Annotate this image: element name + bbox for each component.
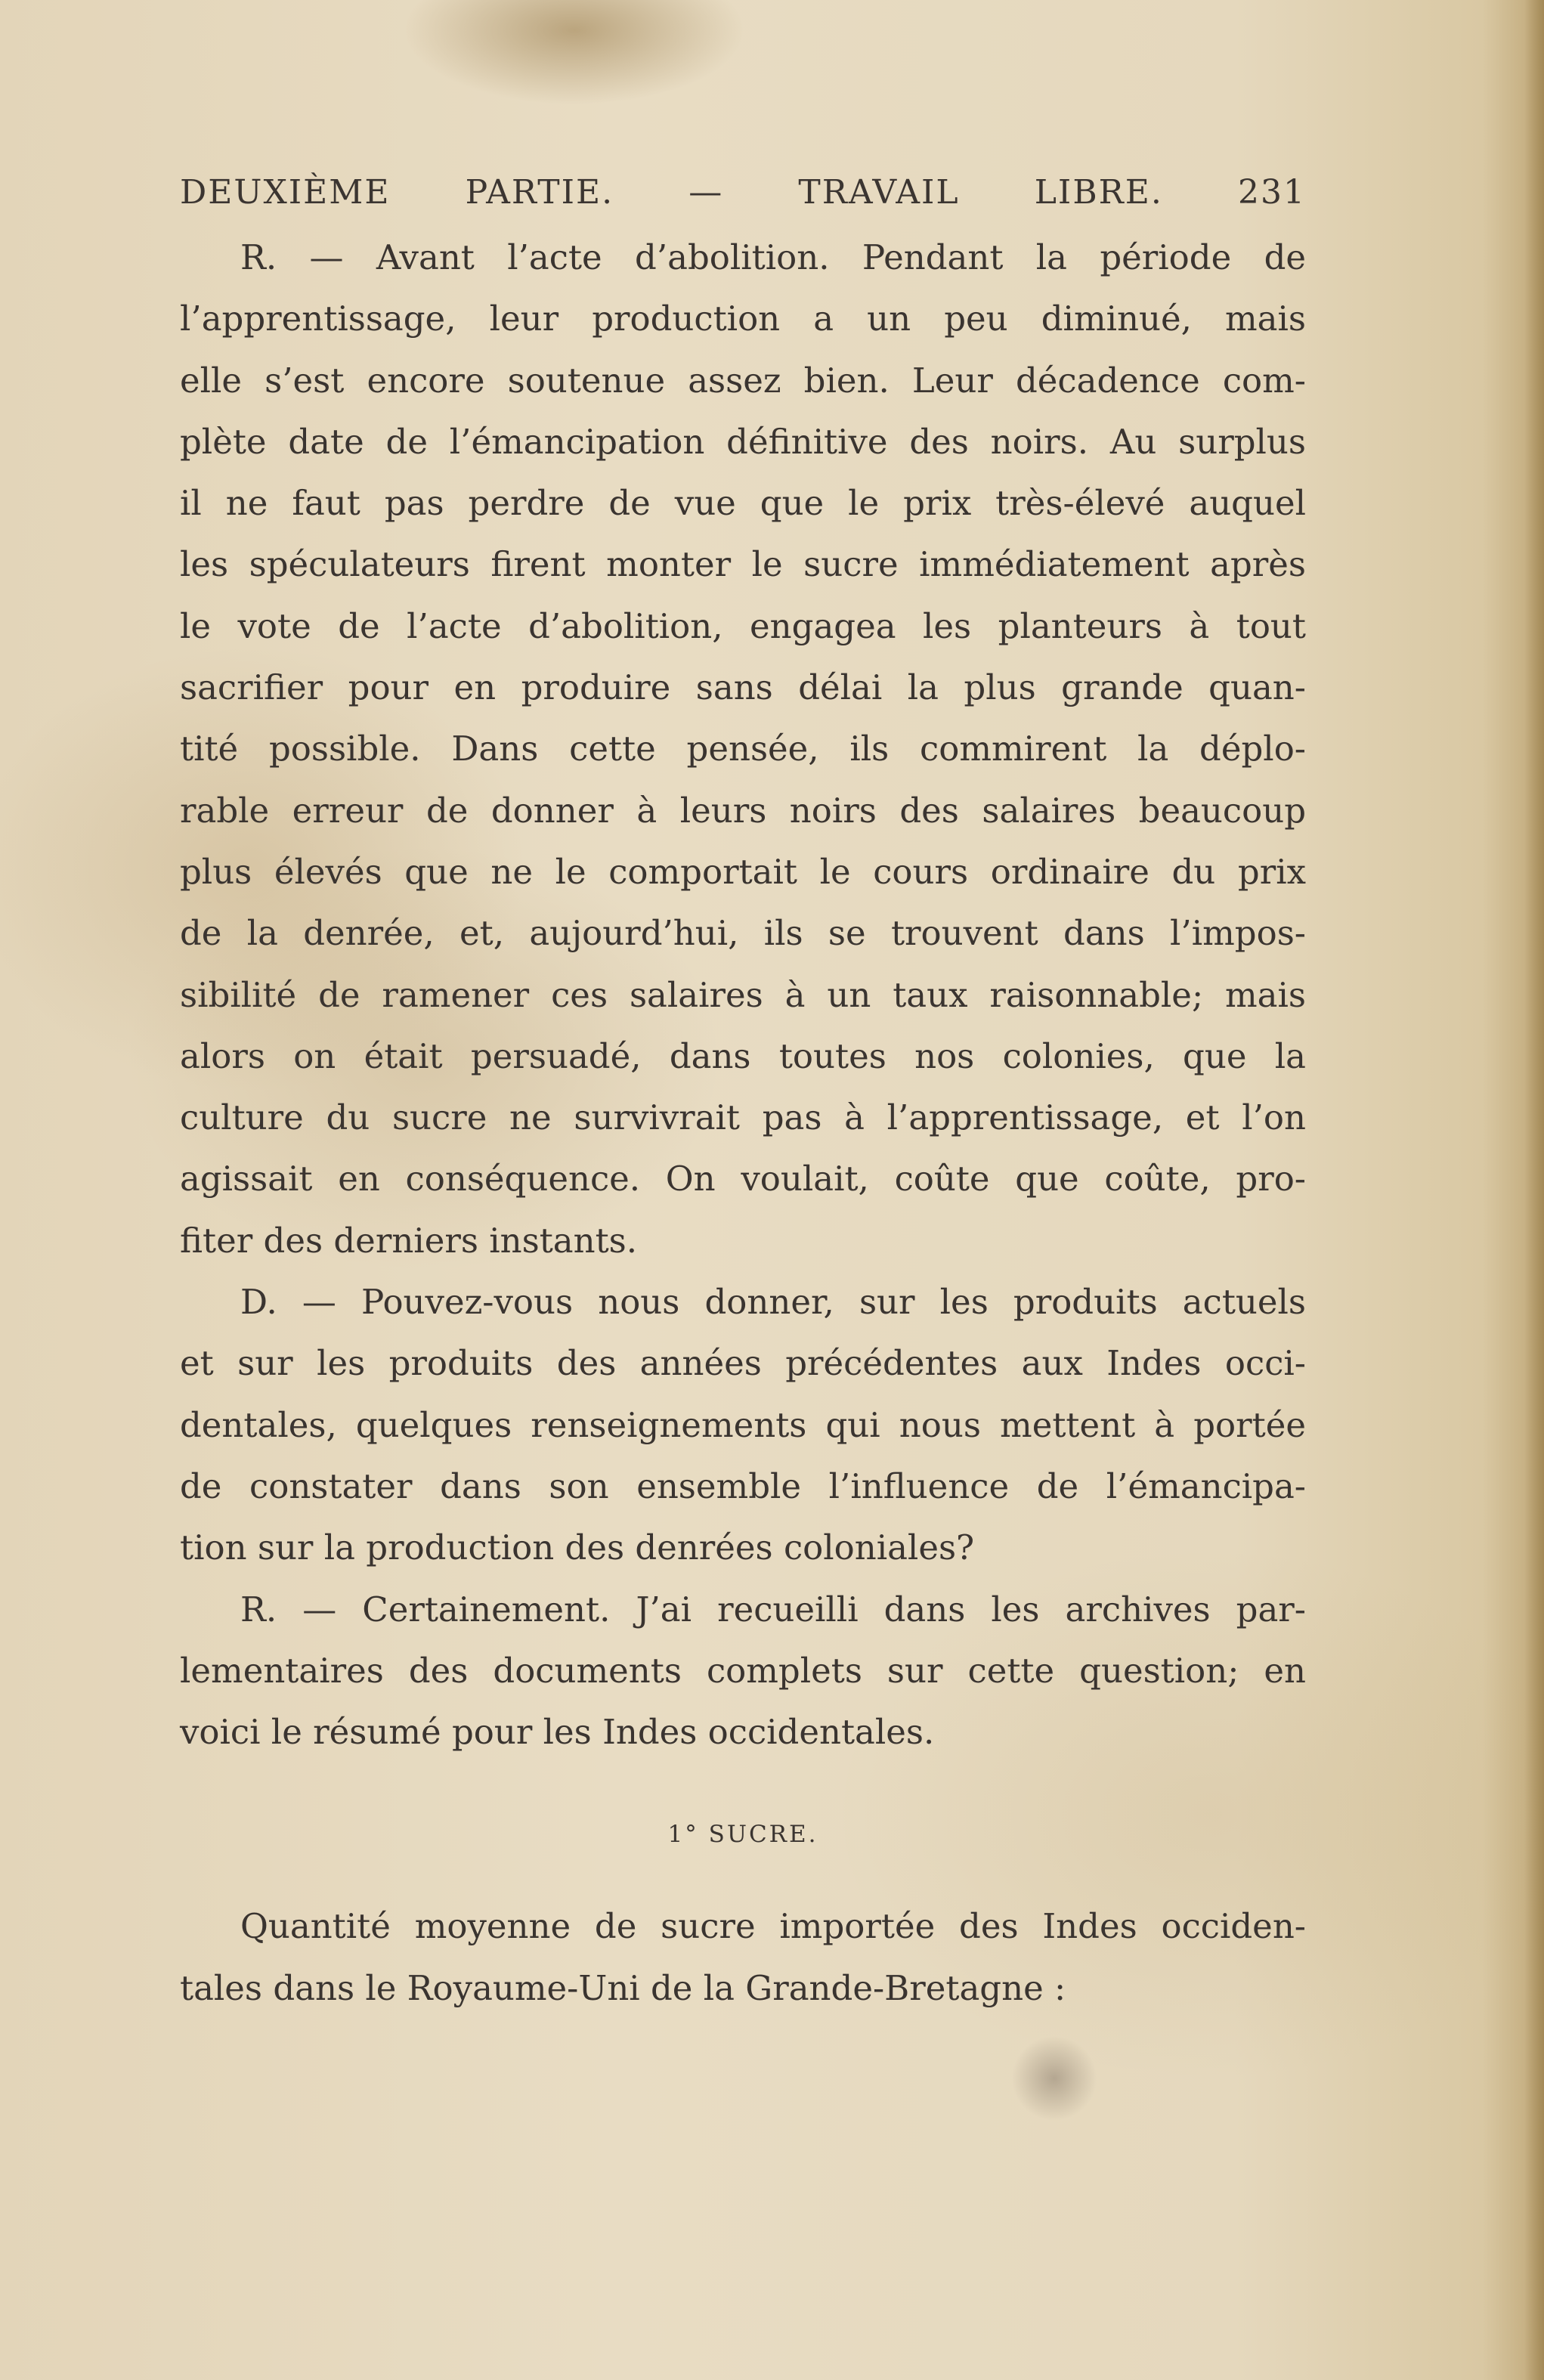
body-line: plète date de l’émancipation définitive des noirs. Au surplus (180, 421, 1306, 462)
section-title: 1° SUCRE. (667, 1821, 818, 1849)
body-line: tité possible. Dans cette pensée, ils commirent la déplo- (180, 729, 1306, 769)
running-title: DEUXIÈME PARTIE. — TRAVAIL LIBRE. (180, 173, 1163, 212)
body-line: sibilité de ramener ces salaires à un taux raisonnable; mais (180, 974, 1306, 1015)
body-line: et sur les produits des années précédentes aux Indes occi- (180, 1343, 1306, 1384)
body-line: culture du sucre ne survivrait pas à l’apprentissage, et l’on (180, 1097, 1306, 1138)
body-line: agissait en conséquence. On voulait, coûte que coûte, pro- (180, 1159, 1306, 1199)
body-line: D. — Pouvez-vous nous donner, sur les produits actuels (240, 1282, 1306, 1323)
body-line: fiter des derniers instants. (180, 1220, 638, 1261)
body-line: le vote de l’acte d’abolition, engagea les planteurs à tout (180, 605, 1306, 646)
body-line: R. — Certainement. J’ai recueilli dans les archives par- (240, 1589, 1306, 1629)
body-line: rable erreur de donner à leurs noirs des salaires beaucoup (180, 790, 1306, 831)
body-line: lementaires des documents complets sur cette question; en (180, 1650, 1306, 1691)
body-line: l’apprentissage, leur production a un peu diminué, mais (180, 299, 1306, 339)
body-line: elle s’est encore soutenue assez bien. Leur décadence com- (180, 360, 1306, 401)
body-line: de la denrée, et, aujourd’hui, ils se trouvent dans l’impos- (180, 913, 1306, 954)
body-line: dentales, quelques renseignements qui nous mettent à portée (180, 1404, 1306, 1445)
body-line: voici le résumé pour les Indes occidentales. (180, 1712, 935, 1753)
body-line: les spéculateurs firent monter le sucre immédiatement après (180, 544, 1306, 585)
body-line: sacrifier pour en produire sans délai la plus grande quan- (180, 667, 1306, 708)
body-line: il ne faut pas perdre de vue que le prix très-élevé auquel (180, 483, 1306, 524)
body-line: R. — Avant l’acte d’abolition. Pendant la période de (240, 237, 1306, 277)
page-number: 231 (1238, 173, 1306, 212)
body-line: alors on était persuadé, dans toutes nos colonies, que la (180, 1035, 1306, 1076)
section-line: tales dans le Royaume-Uni de la Grande-Bretagne : (180, 1967, 1066, 2008)
text-block (180, 159, 1306, 2019)
body-line: tion sur la production des denrées coloniales? (180, 1527, 975, 1568)
running-header (180, 159, 1306, 227)
body-line: plus élevés que ne le comportait le cours ordinaire du prix (180, 851, 1306, 892)
section-line: Quantité moyenne de sucre importée des Indes occiden- (240, 1906, 1306, 1947)
page-edge-shadow (1524, 0, 1544, 2380)
body-line: de constater dans son ensemble l’influence de l’émancipa- (180, 1465, 1306, 1506)
